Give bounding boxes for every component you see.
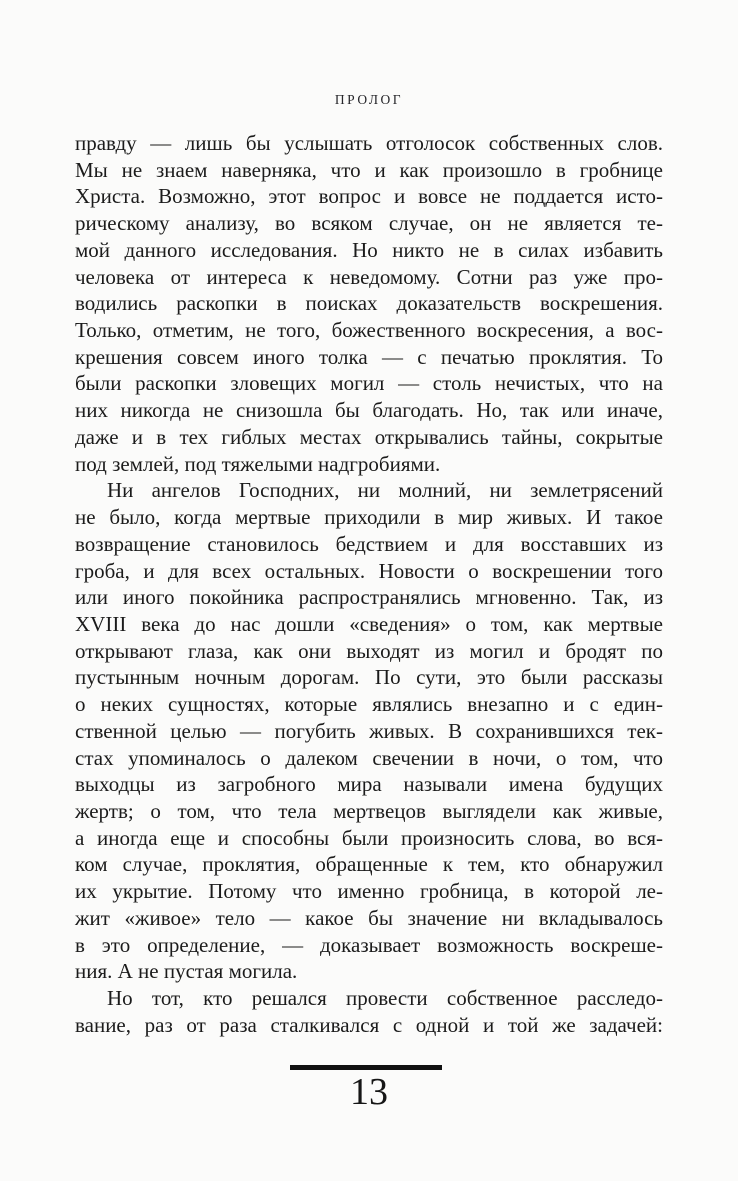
text-line: ком случае, проклятия, обращенные к тем, кто обнаружил bbox=[75, 852, 663, 877]
text-line: возвращение становилось бедствием и для восставших из bbox=[75, 531, 663, 556]
text-line: Только, отметим, не того, божественного воскресения, а вос- bbox=[75, 318, 663, 343]
text-line: выходцы из загробного мира называли имена будущих bbox=[75, 772, 663, 797]
text-line: Ни ангелов Господних, ни молний, ни землетрясений bbox=[107, 478, 663, 503]
text-line: крешения совсем иного толка — с печатью проклятия. То bbox=[75, 344, 663, 369]
text-line: Но тот, кто решался провести собственное расследо- bbox=[107, 986, 663, 1010]
text-line: жит «живое» тело — какое бы значение ни вкладывалось bbox=[75, 905, 663, 930]
text-line: XVIII века до нас дошли «сведения» о том, как мертвые bbox=[75, 611, 663, 636]
text-line: мой данного исследования. Но никто не в силах избавить bbox=[75, 237, 663, 262]
text-line: ния. А не пустая могила. bbox=[75, 959, 298, 984]
text-line: стах упоминалось о далеком свечении в ночи, о том, что bbox=[75, 745, 663, 770]
text-line: человека от интереса к неведомому. Сотни раз уже про- bbox=[75, 264, 663, 289]
text-line: под землей, под тяжелыми надгробиями. bbox=[75, 451, 441, 476]
text-line: не было, когда мертвые приходили в мир живых. И такое bbox=[75, 505, 663, 530]
text-line: ственной целью — погубить живых. В сохранившихся тек- bbox=[75, 718, 663, 743]
text-block bbox=[75, 130, 663, 1038]
text-line: или иного покойника распространялись мгновенно. Так, из bbox=[75, 585, 663, 610]
text-line: их укрытие. Потому что именно гробница, в которой ле- bbox=[75, 879, 663, 904]
text-line: о неких сущностях, которые являлись внезапно и с един- bbox=[75, 692, 663, 717]
paragraph bbox=[75, 985, 663, 1038]
text-line: рическому анализу, во всяком случае, он не является те- bbox=[75, 211, 663, 236]
text-line: них никогда не снизошла бы благодать. Но, так или иначе, bbox=[75, 398, 663, 423]
text-line: Мы не знаем наверняка, что и как произошло в гробнице bbox=[75, 157, 663, 182]
text-line: вание, раз от раза сталкивался с одной и той же задачей: bbox=[75, 1012, 663, 1037]
text-line: открывают глаза, как они выходят из могил и бродят по bbox=[75, 638, 663, 663]
text-line: в это определение, — доказывает возможность воскреше- bbox=[75, 932, 663, 957]
text-line: водились раскопки в поисках доказательств воскрешения. bbox=[75, 291, 663, 316]
text-line: были раскопки зловещих могил — столь нечистых, что на bbox=[75, 371, 663, 396]
text-line: даже и в тех гиблых местах открывались тайны, сокрытые bbox=[75, 424, 663, 449]
text-line: Христа. Возможно, этот вопрос и вовсе не поддается исто- bbox=[75, 184, 663, 209]
text-line: а иногда еще и способны были произносить слова, во вся- bbox=[75, 825, 663, 850]
paragraph bbox=[75, 130, 663, 477]
text-line: гроба, и для всех остальных. Новости о воскрешении того bbox=[75, 558, 663, 583]
text-line: жертв; о том, что тела мертвецов выглядели как живые, bbox=[75, 798, 663, 823]
text-line: пустынным ночным дорогам. По сути, это были рассказы bbox=[75, 665, 663, 690]
running-head: ПРОЛОГ bbox=[334, 92, 404, 107]
footer-rule bbox=[290, 1065, 442, 1070]
page-number: 13 bbox=[350, 1071, 388, 1113]
paragraph bbox=[75, 477, 663, 985]
text-line: правду — лишь бы услышать отголосок собственных слов. bbox=[75, 131, 663, 155]
